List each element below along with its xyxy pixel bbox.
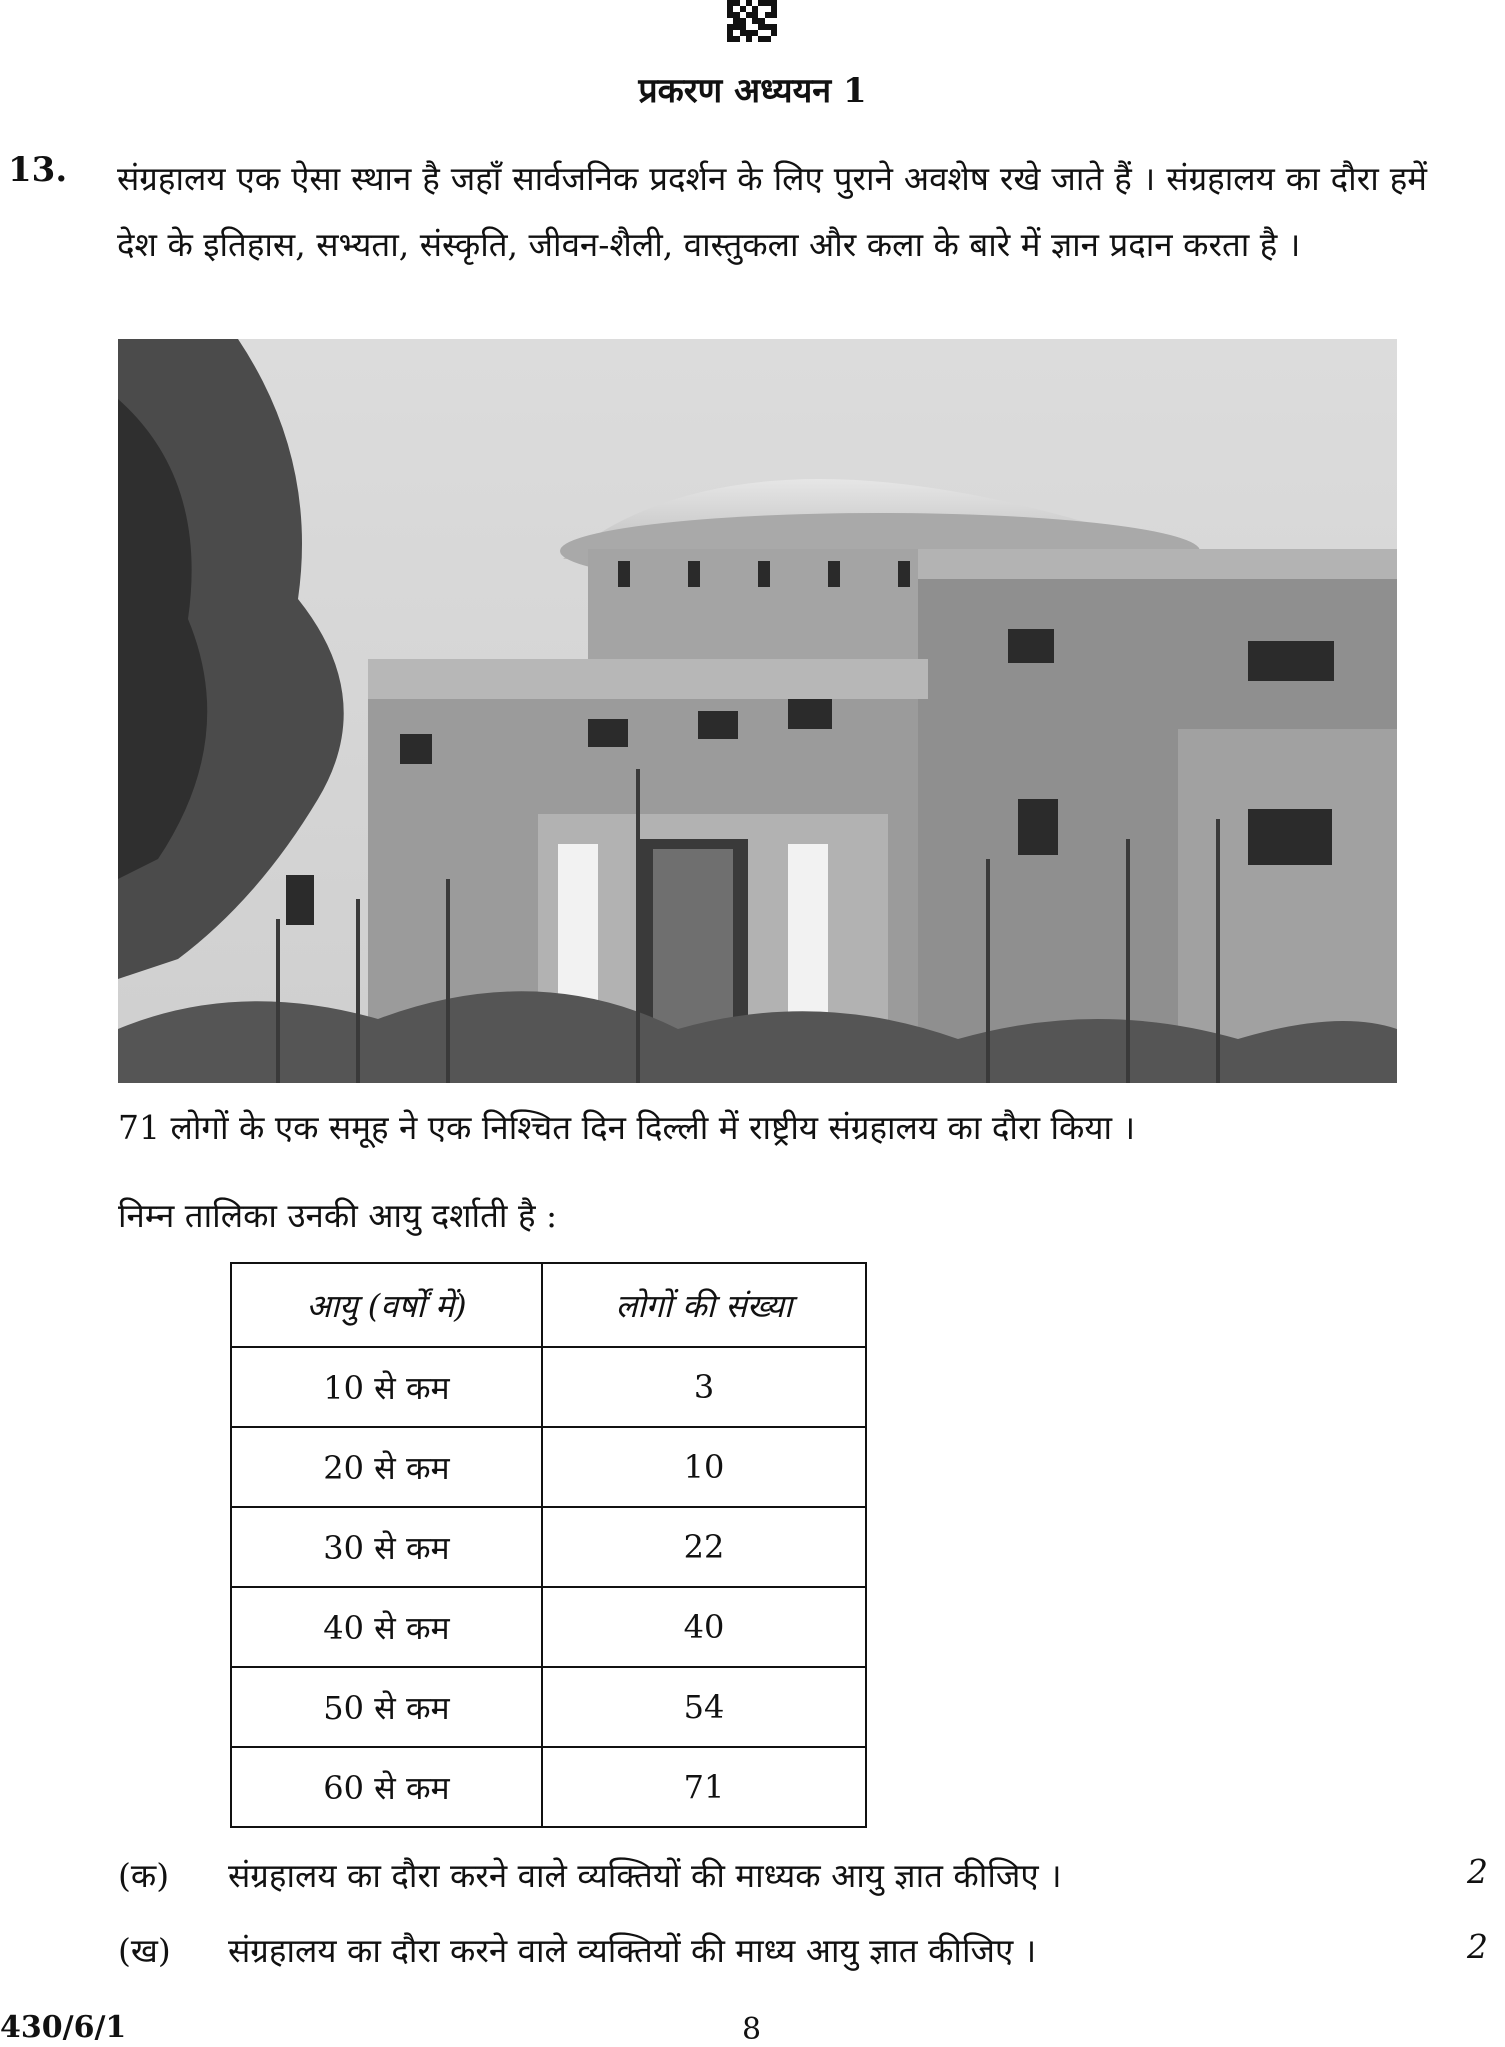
question-intro: संग्रहालय एक ऐसा स्थान है जहाँ सार्वजनिक प्रदर्शन के लिए पुराने अवशेष रखे जाते हैं । संग्रहालय का दौरा हमें देश के इतिहास, सभ्यता, संस्कृति, जीवन-शैली, वास्तुकला और कला के बारे में ज्ञान प्रदान करता है ।: [117, 159, 1427, 264]
sub-question-b: [118, 1927, 1498, 1971]
age-cell: 40 से कम: [231, 1587, 542, 1667]
paper-code: 430/6/1: [0, 2010, 127, 2045]
count-cell: 54: [542, 1667, 866, 1747]
sub-question-label: (ख): [118, 1931, 171, 1970]
sub-question-a: [118, 1852, 1498, 1896]
count-cell: 22: [542, 1507, 866, 1587]
count-cell: 71: [542, 1747, 866, 1827]
table-header-row: [231, 1263, 866, 1347]
count-column-header: लोगों की संख्या: [542, 1263, 866, 1347]
table-row: [231, 1747, 866, 1827]
table-row: [231, 1347, 866, 1427]
sub-question-label: (क): [118, 1856, 170, 1895]
count-cell: 10: [542, 1427, 866, 1507]
age-cell: 50 से कम: [231, 1667, 542, 1747]
count-cell: 40: [542, 1587, 866, 1667]
sub-question-text: संग्रहालय का दौरा करने वाले व्यक्तियों की माध्यक आयु ज्ञात कीजिए ।: [228, 1856, 1062, 1895]
case-study-heading: प्रकरण अध्ययन 1: [638, 71, 867, 111]
age-cell: 30 से कम: [231, 1507, 542, 1587]
table-intro-text: निम्न तालिका उनकी आयु दर्शाती है :: [118, 1196, 558, 1235]
age-cell: 60 से कम: [231, 1747, 542, 1827]
marks: 2: [1467, 1852, 1488, 1891]
marks: 2: [1467, 1927, 1488, 1966]
table-row: [231, 1427, 866, 1507]
museum-photo: [118, 339, 1397, 1083]
sub-question-text: संग्रहालय का दौरा करने वाले व्यक्तियों की माध्य आयु ज्ञात कीजिए ।: [228, 1931, 1037, 1970]
age-column-header: आयु (वर्षों में): [231, 1263, 542, 1347]
page-number: 8: [742, 2012, 762, 2047]
count-cell: 3: [542, 1347, 866, 1427]
age-distribution-table: [230, 1262, 867, 1828]
group-visit-text: 71 लोगों के एक समूह ने एक निश्चित दिन दिल्ली में राष्ट्रीय संग्रहालय का दौरा किया ।: [118, 1108, 1136, 1147]
question-number: 13.: [8, 150, 68, 190]
table-row: [231, 1667, 866, 1747]
qr-code: [727, 0, 777, 42]
table-row: [231, 1587, 866, 1667]
age-cell: 10 से कम: [231, 1347, 542, 1427]
age-cell: 20 से कम: [231, 1427, 542, 1507]
table-row: [231, 1507, 866, 1587]
